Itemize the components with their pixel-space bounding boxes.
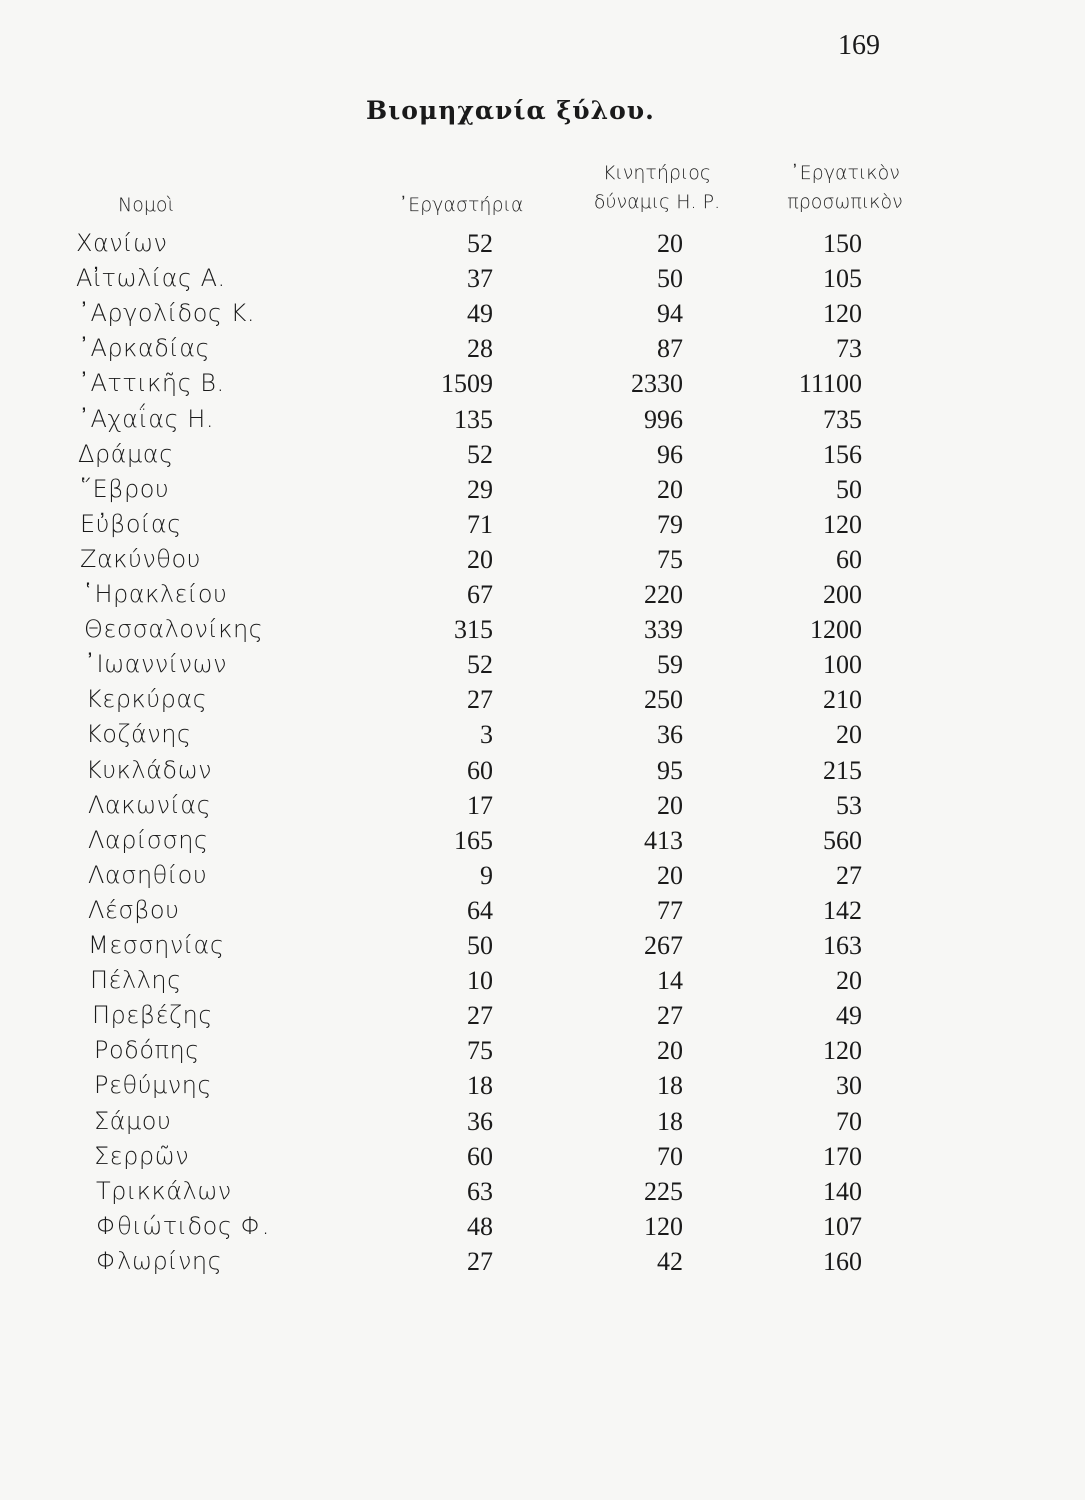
table-row: [0, 756, 1085, 791]
personnel-value: 70: [836, 1106, 862, 1136]
header-motive-power: [572, 159, 742, 217]
table-row: [0, 966, 1085, 1001]
prefecture-name: Αἰτωλίας Α.: [76, 264, 226, 293]
workshops-value: 67: [467, 580, 493, 609]
horsepower-value: 250: [644, 685, 683, 715]
prefecture-name: Ροδόπης: [94, 1036, 200, 1065]
table-row: [0, 1107, 1085, 1142]
workshops-value: 37: [467, 264, 493, 294]
workshops-value: 36: [467, 1106, 493, 1136]
horsepower-value: 20: [657, 860, 683, 890]
header-workshops: ᾿Εργαστήρια: [398, 194, 524, 216]
workshops-value: 48: [467, 1211, 493, 1241]
table-row: [0, 1071, 1085, 1106]
prefecture-name: Λασηθίου: [88, 860, 208, 889]
horsepower-value: 96: [657, 439, 683, 469]
prefecture-name: Τρικκάλων: [96, 1176, 232, 1205]
personnel-value: 11100: [798, 369, 862, 399]
prefecture-name: Κοζάνης: [86, 720, 192, 749]
workshops-value: 64: [467, 895, 493, 925]
workshops-value: 50: [467, 931, 493, 960]
prefecture-name: Χανίων: [76, 229, 168, 257]
prefecture-name: ᾿Αρκαδίας: [78, 334, 211, 363]
horsepower-value: 27: [657, 1001, 683, 1031]
workshops-value: 49: [467, 299, 493, 329]
personnel-value: 150: [823, 229, 862, 258]
prefecture-name: Φθιώτιδος Φ.: [96, 1211, 270, 1240]
personnel-value: 1200: [810, 615, 862, 645]
personnel-value: 120: [823, 509, 862, 539]
workshops-value: 17: [467, 790, 493, 820]
horsepower-value: 120: [644, 1211, 683, 1241]
table-row: [0, 896, 1085, 931]
table-row: [0, 1212, 1085, 1247]
personnel-value: 160: [823, 1246, 862, 1276]
horsepower-value: 20: [657, 229, 683, 258]
prefecture-name: Λέσβου: [88, 895, 180, 924]
table-row: [0, 1177, 1085, 1212]
horsepower-value: 36: [657, 720, 683, 750]
workshops-value: 60: [467, 755, 493, 785]
personnel-value: 170: [823, 1141, 862, 1171]
horsepower-value: 20: [657, 1036, 683, 1066]
horsepower-value: 50: [657, 264, 683, 294]
horsepower-value: 20: [657, 474, 683, 504]
workshops-value: 52: [467, 439, 493, 469]
table-row: [0, 931, 1085, 966]
horsepower-value: 996: [644, 404, 683, 434]
prefecture-name: Μεσσηνίας: [88, 931, 225, 959]
prefecture-name: Κερκύρας: [86, 685, 208, 714]
personnel-value: 120: [823, 1036, 862, 1066]
prefecture-name: ῾Ηρακλείου: [82, 580, 228, 608]
horsepower-value: 20: [657, 790, 683, 820]
workshops-value: 29: [467, 474, 493, 504]
workshops-value: 52: [467, 650, 493, 680]
personnel-value: 60: [836, 544, 862, 574]
horsepower-value: 267: [644, 931, 683, 960]
horsepower-value: 18: [657, 1106, 683, 1136]
workshops-value: 75: [467, 1036, 493, 1066]
personnel-value: 27: [836, 860, 862, 890]
table-row: [0, 861, 1085, 896]
table-row: [0, 440, 1085, 475]
header-motive-power-line2: δύναμις Η. Ρ.: [593, 191, 721, 213]
personnel-value: 560: [823, 825, 862, 855]
table-row: [0, 615, 1085, 650]
horsepower-value: 2330: [631, 369, 683, 399]
personnel-value: 735: [823, 404, 862, 434]
horsepower-value: 220: [644, 580, 683, 609]
table-row: [0, 650, 1085, 685]
personnel-value: 100: [823, 650, 862, 680]
table-row: [0, 475, 1085, 510]
prefecture-name: Πρεβέζης: [92, 1001, 213, 1030]
horsepower-value: 94: [657, 299, 683, 329]
workshops-value: 27: [467, 685, 493, 715]
header-personnel-line1: ᾿Εργατικὸν: [790, 162, 900, 184]
workshops-value: 52: [467, 229, 493, 258]
table-row: [0, 685, 1085, 720]
personnel-value: 210: [823, 685, 862, 715]
horsepower-value: 75: [657, 544, 683, 574]
prefecture-name: Κυκλάδων: [86, 755, 213, 784]
workshops-value: 60: [467, 1141, 493, 1171]
personnel-value: 200: [823, 580, 862, 609]
horsepower-value: 59: [657, 650, 683, 680]
personnel-value: 107: [823, 1211, 862, 1241]
workshops-value: 3: [480, 720, 493, 750]
horsepower-value: 79: [657, 509, 683, 539]
prefecture-name: ᾿Αργολίδος Κ.: [78, 299, 255, 328]
table-row: [0, 369, 1085, 404]
personnel-value: 50: [836, 474, 862, 504]
prefecture-name: Σερρῶν: [94, 1141, 190, 1170]
workshops-value: 71: [467, 509, 493, 539]
workshops-value: 9: [480, 860, 493, 890]
table-row: [0, 1142, 1085, 1177]
prefecture-name: Δράμας: [78, 439, 174, 468]
prefecture-name: Πέλλης: [90, 966, 182, 995]
prefecture-name: Ρεθύμνης: [94, 1071, 212, 1100]
workshops-value: 27: [467, 1001, 493, 1031]
table-row: [0, 545, 1085, 580]
table-row: [0, 334, 1085, 369]
personnel-value: 49: [836, 1001, 862, 1031]
horsepower-value: 87: [657, 334, 683, 364]
table-row: [0, 580, 1085, 615]
personnel-value: 163: [823, 931, 862, 960]
personnel-value: 30: [836, 1071, 862, 1101]
prefecture-name: Ζακύνθου: [80, 544, 202, 573]
workshops-value: 315: [454, 615, 493, 645]
horsepower-value: 42: [657, 1246, 683, 1276]
personnel-value: 73: [836, 334, 862, 364]
horsepower-value: 70: [657, 1141, 683, 1171]
table-row: [0, 229, 1085, 264]
header-personnel: [772, 159, 918, 217]
table-row: [0, 720, 1085, 755]
table-row: [0, 1001, 1085, 1036]
horsepower-value: 14: [657, 966, 683, 996]
workshops-value: 165: [454, 825, 493, 855]
table-row: [0, 791, 1085, 826]
personnel-value: 53: [836, 790, 862, 820]
prefecture-name: Φλωρίνης: [96, 1246, 223, 1275]
page-number: 169: [838, 30, 880, 61]
prefecture-name: ᾿Ιωαννίνων: [84, 650, 228, 679]
header-personnel-line2: προσωπικὸν: [787, 191, 903, 213]
horsepower-value: 225: [644, 1176, 683, 1206]
horsepower-value: 413: [644, 825, 683, 855]
prefecture-name: ῞Εβρου: [80, 474, 170, 503]
personnel-value: 215: [823, 755, 862, 785]
table-row: [0, 264, 1085, 299]
table-row: [0, 510, 1085, 545]
workshops-value: 10: [467, 966, 493, 996]
table-row: [0, 1036, 1085, 1071]
prefecture-name: ᾿Αχαΐας Η.: [78, 404, 214, 433]
table-row: [0, 405, 1085, 440]
workshops-value: 28: [467, 334, 493, 364]
workshops-value: 18: [467, 1071, 493, 1101]
personnel-value: 120: [823, 299, 862, 329]
personnel-value: 20: [836, 720, 862, 750]
page-title: Βιομηχανία ξύλου.: [366, 96, 655, 125]
header-motive-power-line1: Κινητήριος: [602, 162, 712, 184]
workshops-value: 63: [467, 1176, 493, 1206]
personnel-value: 156: [823, 439, 862, 469]
personnel-value: 140: [823, 1176, 862, 1206]
horsepower-value: 18: [657, 1071, 683, 1101]
prefecture-name: Σάμου: [94, 1106, 172, 1135]
personnel-value: 105: [823, 264, 862, 294]
horsepower-value: 339: [644, 615, 683, 645]
table-row: [0, 299, 1085, 334]
personnel-value: 142: [823, 895, 862, 925]
prefecture-name: Θεσσαλονίκης: [84, 615, 264, 644]
workshops-value: 27: [467, 1246, 493, 1276]
prefecture-name: Λακωνίας: [88, 790, 212, 819]
horsepower-value: 95: [657, 755, 683, 785]
prefecture-name: ᾿Αττικῆς Β.: [78, 369, 225, 398]
horsepower-value: 77: [657, 895, 683, 925]
workshops-value: 1509: [441, 369, 493, 399]
table-row: [0, 1247, 1085, 1282]
table-row: [0, 826, 1085, 861]
prefecture-name: Λαρίσσης: [88, 825, 209, 854]
workshops-value: 20: [467, 544, 493, 574]
prefecture-name: Εὐβοίας: [80, 509, 182, 538]
workshops-value: 135: [454, 404, 493, 434]
personnel-value: 20: [836, 966, 862, 996]
header-prefecture: Νομοὶ: [118, 194, 174, 216]
